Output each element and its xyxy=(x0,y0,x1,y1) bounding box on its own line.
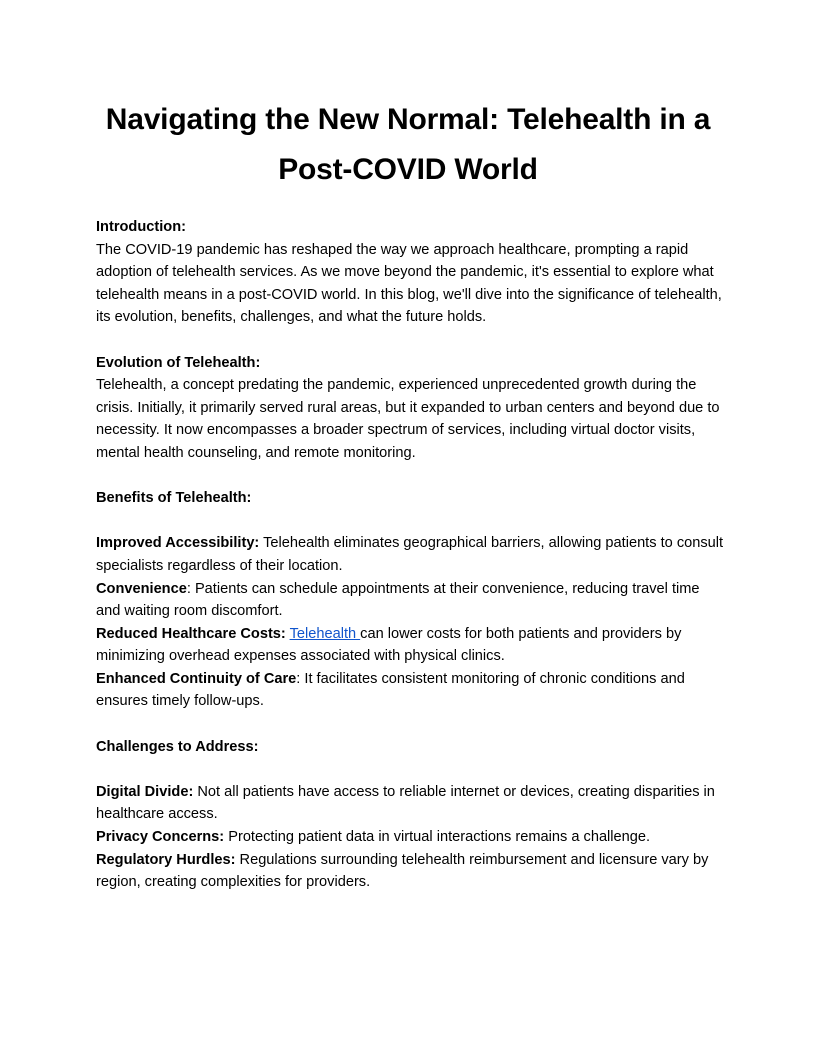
benefit-text: : Patients can schedule appointments at their convenience, reducing travel time and waiting room discomfort. xyxy=(96,580,700,620)
introduction-paragraph: The COVID-19 pandemic has reshaped the way we approach healthcare, prompting a rapid adoption of telehealth services. As we move beyond the pandemic, it's essential to explore what telehealth means in a post-COVID world. In this blog, we'll dive into the significance of telehealth, its evolution, benefits, challenges, and what the future holds. xyxy=(96,241,722,326)
benefit-item-accessibility xyxy=(96,532,724,577)
challenge-term: Regulatory Hurdles: xyxy=(96,851,236,868)
introduction-heading: Introduction: xyxy=(96,219,186,235)
challenge-item-regulatory xyxy=(96,849,724,894)
challenge-item-digital-divide xyxy=(96,781,724,826)
evolution-paragraph: Telehealth, a concept predating the pandemic, experienced unprecedented growth during the crisis. Initially, it primarily served rural areas, but it expanded to urban centers and beyond due to necessity. It now encompasses a broader spectrum of services, including virtual doctor visits, mental health counseling, and remote monitoring. xyxy=(96,377,720,461)
benefit-term: Convenience xyxy=(96,580,187,597)
document-body xyxy=(96,216,724,894)
challenge-item-privacy xyxy=(96,826,724,849)
benefit-term: Reduced Healthcare Costs: xyxy=(96,625,286,642)
challenge-text: Protecting patient data in virtual interactions remains a challenge. xyxy=(224,829,651,846)
benefits-heading: Benefits of Telehealth: xyxy=(96,490,252,507)
spacer xyxy=(96,465,724,488)
spacer xyxy=(96,510,724,533)
telehealth-link[interactable]: Telehealth xyxy=(289,625,361,642)
benefit-term: Enhanced Continuity of Care xyxy=(96,670,297,687)
benefit-term: Improved Accessibility: xyxy=(96,535,260,552)
spacer xyxy=(96,713,724,736)
spacer xyxy=(96,758,724,781)
page-title: Navigating the New Normal: Telehealth in a Post-COVID World xyxy=(105,103,711,186)
challenge-term: Privacy Concerns: xyxy=(96,829,225,846)
benefit-item-costs xyxy=(96,623,724,668)
benefit-item-convenience xyxy=(96,578,724,623)
benefit-text: can lower costs for both patients and providers by minimizing overhead expenses associated with physical clinics. xyxy=(96,625,682,665)
benefit-text: Telehealth eliminates geographical barriers, allowing patients to consult specialists regardless of their location. xyxy=(96,535,724,574)
evolution-heading: Evolution of Telehealth: xyxy=(96,354,261,371)
challenge-text: Regulations surrounding telehealth reimbursement and licensure vary by region, creating complexities for providers. xyxy=(96,851,709,891)
challenge-text: Not all patients have access to reliable internet or devices, creating disparities in healthcare access. xyxy=(96,783,715,823)
challenge-term: Digital Divide: xyxy=(96,783,194,800)
spacer xyxy=(96,329,724,352)
benefit-item-continuity xyxy=(96,668,724,713)
benefit-text: : It facilitates consistent monitoring of chronic conditions and ensures timely follow-ups. xyxy=(96,670,685,710)
challenges-heading: Challenges to Address: xyxy=(96,738,259,755)
